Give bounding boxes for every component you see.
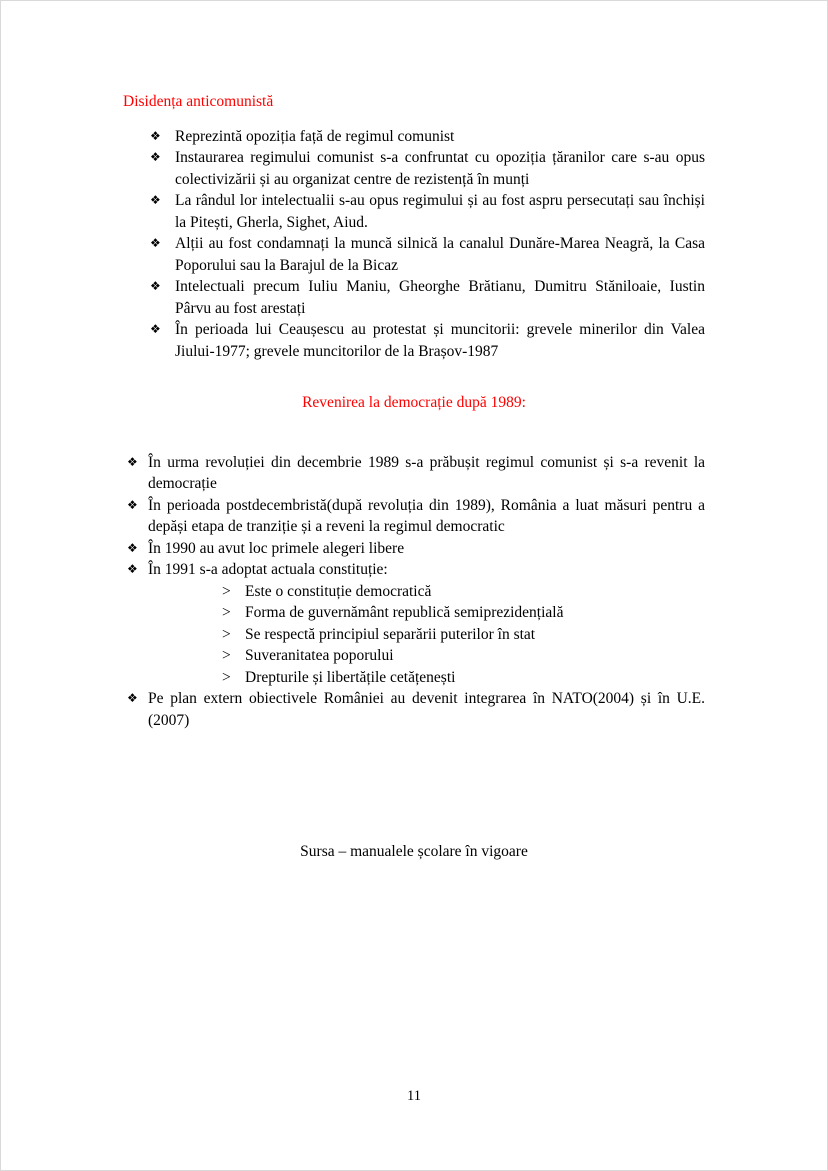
section-dissent-bullet-list: [123, 126, 705, 363]
bullet-text: Reprezintă opoziția față de regimul comunist: [175, 127, 455, 145]
chevron-marker-icon: >: [222, 582, 231, 600]
bullet-text: În perioada postdecembristă(după revoluția din 1989), România a luat măsuri pentru a depăși etapa de tranziție și a reveni la regimul democratic: [148, 496, 705, 535]
constitution-sub-list: [123, 581, 705, 689]
sub-bullet-text: Forma de guvernământ republică semiprezidențială: [245, 604, 564, 621]
sub-bullet-text: Suveranitatea poporului: [245, 647, 394, 664]
chevron-marker-icon: >: [222, 668, 231, 686]
bullet-marker-icon: ❖: [127, 691, 138, 705]
sub-bullet-text: Drepturile și libertățile cetățenești: [245, 668, 456, 686]
chevron-marker-icon: >: [222, 647, 231, 664]
bullet-item: [123, 126, 705, 148]
bullet-marker-icon: ❖: [127, 540, 138, 555]
bullet-marker-icon: ❖: [127, 497, 138, 512]
bullet-marker-icon: ❖: [150, 236, 161, 250]
bullet-text: La rândul lor intelectualii s-au opus regimului și au fost aspru persecutați sau închiși la Pitești, Gherla, Sighet, Aiud.: [175, 192, 705, 231]
sub-bullet-text: Este o constituție democratică: [245, 582, 432, 600]
section-democracy-title: Revenirea la democrație după 1989:: [302, 394, 526, 411]
bullet-text: În perioada lui Ceaușescu au protestat și muncitorii: grevele minerilor din Valea Jiului-1977; grevele muncitorilor de la Brașov-1987: [175, 321, 705, 360]
sub-bullet-item: [123, 624, 705, 646]
sub-bullet-item: [123, 645, 705, 667]
bullet-marker-icon: ❖: [150, 279, 161, 293]
bullet-text: Intelectuali precum Iuliu Maniu, Gheorghe Brătianu, Dumitru Stăniloaie, Iustin Pârvu au fost arestați: [175, 278, 705, 317]
bullet-item: [123, 559, 705, 581]
section-democracy-final-bullet-list: [123, 688, 705, 731]
bullet-marker-icon: ❖: [150, 193, 161, 207]
sub-bullet-item: [123, 581, 705, 603]
bullet-item: [123, 190, 705, 233]
chevron-marker-icon: >: [222, 604, 231, 621]
sub-bullet-item: [123, 602, 705, 624]
bullet-marker-icon: ❖: [127, 562, 138, 576]
sub-bullet-item: [123, 667, 705, 689]
bullet-text: Instaurarea regimului comunist s-a confruntat cu opoziția țăranilor care s-au opus colectivizării și au organizat centre de rezistență în munți: [175, 149, 705, 188]
sub-bullet-text: Se respectă principiul separării puterilor în stat: [245, 625, 536, 643]
bullet-text: Pe plan extern obiectivele României au devenit integrarea în NATO(2004) și în U.E.(2007): [148, 690, 705, 729]
chevron-marker-icon: >: [222, 625, 231, 643]
bullet-item: [123, 538, 705, 560]
bullet-text: În urma revoluției din decembrie 1989 s-a prăbușit regimul comunist și s-a revenit la democrație: [148, 453, 705, 492]
bullet-marker-icon: ❖: [150, 150, 161, 164]
bullet-item: [123, 495, 705, 538]
bullet-marker-icon: ❖: [150, 322, 161, 336]
bullet-marker-icon: ❖: [150, 128, 161, 143]
bullet-text: În 1990 au avut loc primele alegeri libere: [148, 539, 405, 557]
bullet-item: [123, 276, 705, 319]
bullet-text: Alții au fost condamnați la muncă silnică la canalul Dunăre-Marea Neagră, la Casa Poporului sau la Barajul de la Bicaz: [175, 235, 705, 274]
section-dissent-title: Disidența anticomunistă: [123, 93, 274, 110]
bullet-item: [123, 452, 705, 495]
bullet-item: [123, 233, 705, 276]
bullet-item: [123, 319, 705, 362]
bullet-item: [123, 147, 705, 190]
bullet-text: În 1991 s-a adoptat actuala constituție:: [148, 561, 388, 578]
bullet-item: [123, 688, 705, 731]
page-number: 11: [407, 1088, 421, 1104]
bullet-marker-icon: ❖: [127, 454, 138, 469]
source-line: Sursa – manualele școlare în vigoare: [300, 843, 528, 860]
section-democracy-bullet-list: [123, 452, 705, 581]
